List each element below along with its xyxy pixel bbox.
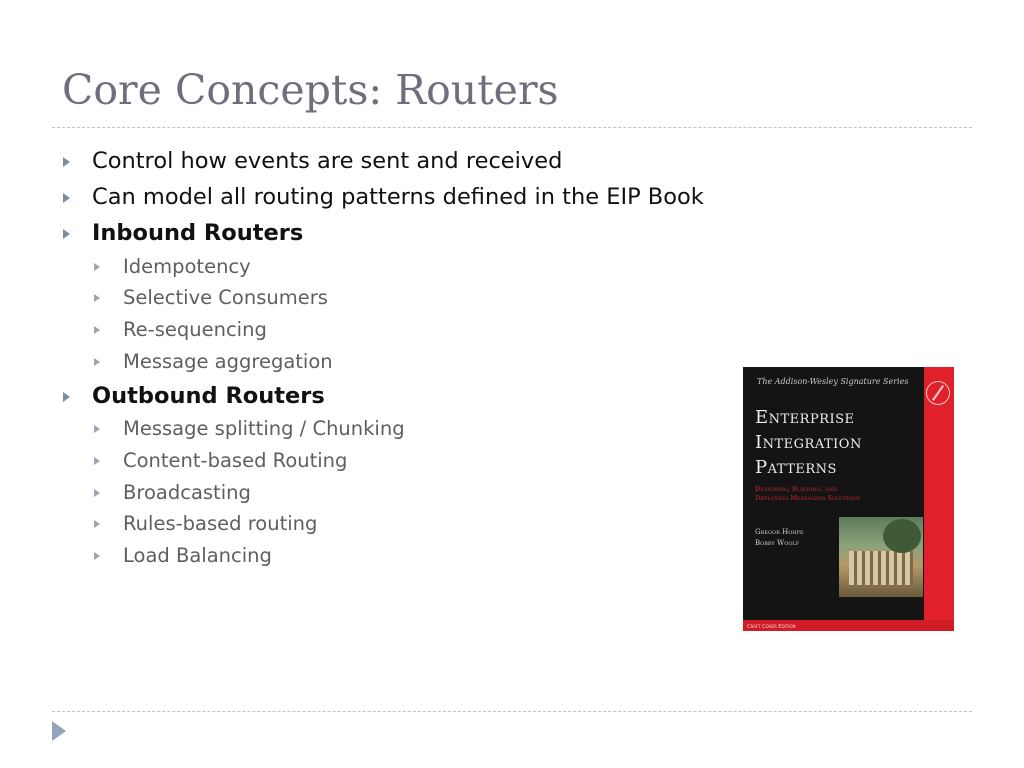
title-divider	[52, 127, 972, 128]
book-author: Bobby Woolf	[755, 539, 800, 547]
building-illustration	[849, 551, 913, 585]
book-subtitle	[755, 485, 925, 503]
bullet-arrow-icon	[63, 229, 70, 239]
sub-bullet-arrow-icon	[94, 520, 100, 528]
sub-bullet-item: Broadcasting	[123, 481, 251, 504]
book-authors	[755, 527, 835, 549]
book-cover-photo	[839, 517, 923, 597]
sub-bullet-item: Selective Consumers	[123, 286, 328, 309]
bullet-item: Can model all routing patterns defined in the EIP Book	[92, 184, 704, 210]
sub-bullet-item: Message splitting / Chunking	[123, 417, 405, 440]
book-title-line: Integration	[755, 432, 862, 453]
sub-bullet-arrow-icon	[94, 326, 100, 334]
sub-bullet-item: Load Balancing	[123, 544, 272, 567]
sub-bullet-arrow-icon	[94, 457, 100, 465]
book-title-line: Patterns	[755, 457, 837, 478]
sub-bullet-arrow-icon	[94, 263, 100, 271]
book-cover-note: Craft Cover Edition	[747, 624, 796, 630]
sub-bullet-item: Content-based Routing	[123, 449, 348, 472]
book-series: The Addison-Wesley Signature Series	[757, 377, 909, 386]
bullet-heading-inbound: Inbound Routers	[92, 220, 304, 246]
sub-bullet-arrow-icon	[94, 552, 100, 560]
bullet-arrow-icon	[63, 392, 70, 402]
book-bottom-band	[743, 620, 954, 631]
book-subtitle-line: Deploying Messaging Solutions	[755, 494, 861, 502]
sub-bullet-arrow-icon	[94, 489, 100, 497]
sub-bullet-arrow-icon	[94, 294, 100, 302]
sub-bullet-item: Message aggregation	[123, 350, 333, 373]
bullet-arrow-icon	[63, 193, 70, 203]
footer-divider	[52, 711, 972, 712]
book-title-line: Enterprise	[755, 407, 855, 428]
play-arrow-icon[interactable]	[52, 721, 66, 741]
bullet-item: Control how events are sent and received	[92, 148, 563, 174]
book-subtitle-line: Designing, Building, and	[755, 485, 837, 493]
slide-title: Core Concepts: Routers	[62, 66, 559, 114]
sub-bullet-item: Idempotency	[123, 255, 251, 278]
book-author: Gregor Hohpe	[755, 528, 804, 536]
sub-bullet-arrow-icon	[94, 425, 100, 433]
tree-illustration	[883, 519, 921, 553]
bullet-heading-outbound: Outbound Routers	[92, 383, 325, 409]
sub-bullet-item: Re-sequencing	[123, 318, 267, 341]
book-spine	[924, 367, 954, 631]
publisher-logo-icon	[926, 381, 950, 405]
book-title	[755, 405, 925, 480]
bullet-arrow-icon	[63, 157, 70, 167]
book-cover-image	[743, 367, 954, 631]
sub-bullet-arrow-icon	[94, 358, 100, 366]
sub-bullet-item: Rules-based routing	[123, 512, 318, 535]
